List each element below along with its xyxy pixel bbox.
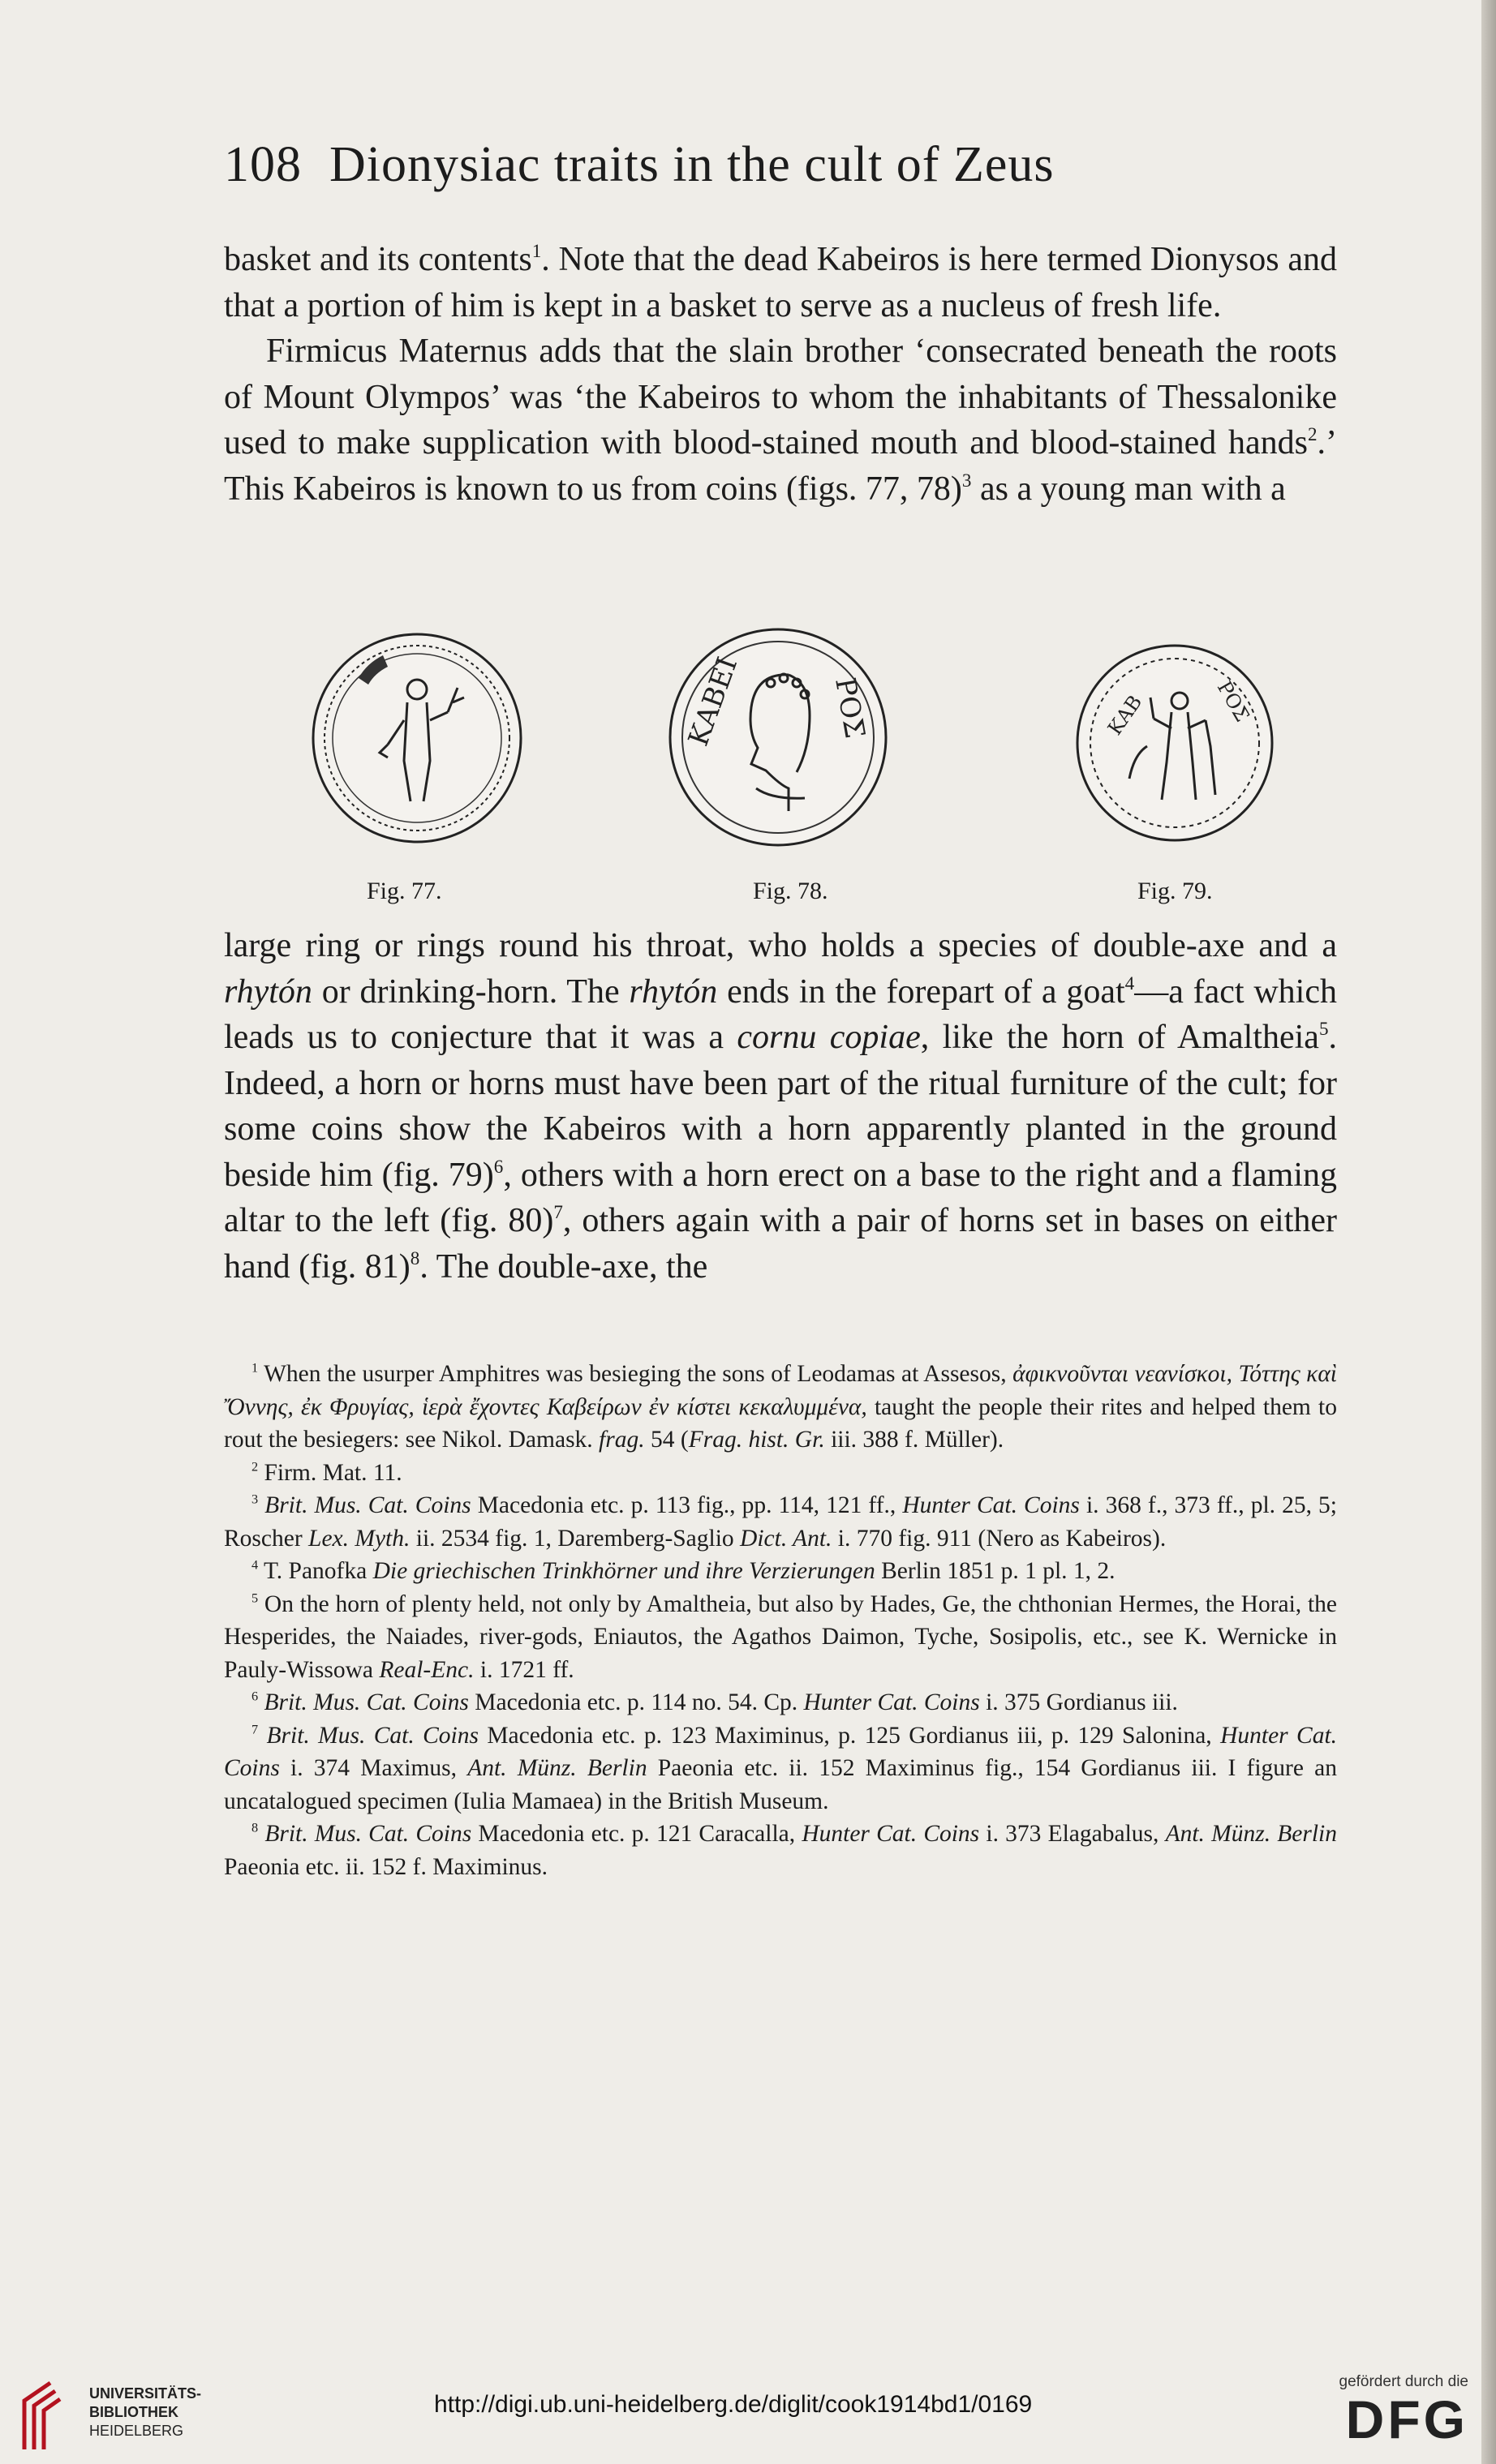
paragraph-1: basket and its contents$^1$. Note that the dead Kabeiros is here termed Dionysos and that a portion of him is kept in a basket to serve as a nucleus of fresh life. bbox=[224, 239, 1337, 324]
figure-caption-78: Fig. 78. bbox=[753, 878, 828, 904]
footnote-ref[interactable]: 3 bbox=[961, 469, 972, 491]
body-text-bottom bbox=[224, 923, 1337, 1290]
footnote-ref[interactable]: 6 bbox=[493, 1155, 504, 1177]
footnote-7: $^7$ Brit. Mus. Cat. Coins Macedonia etc. p. 123 Maximinus, p. 125 Gordianus iii, p. 129 Salonina, Hunter Cat. Coins i. 374 Maximus, Ant. Münz. Berlin Paeonia etc. ii. 152 Maximinus fig., 154 Gordianus iii. I figure an uncatalogued specimen (Iulia Mamaea) in the British Museum. bbox=[224, 1722, 1338, 1814]
page-edge bbox=[1481, 0, 1496, 2464]
body-text-top bbox=[224, 237, 1337, 512]
library-name: UNIVERSITÄTS- BIBLIOTHEK HEIDELBERG bbox=[89, 2385, 202, 2439]
svg-text:ΚΑΒ: ΚΑΒ bbox=[1103, 691, 1147, 740]
figure-caption-79: Fig. 79. bbox=[1137, 878, 1213, 904]
library-logo-icon bbox=[18, 2376, 81, 2454]
footnote-ref[interactable]: 1 bbox=[531, 239, 542, 261]
footnote-4: $^4$ T. Panofka Die griechischen Trinkhörner und ihre Verzierungen Berlin 1851 p. 1 pl. 1, 2. bbox=[251, 1557, 1116, 1584]
coin-figures bbox=[224, 631, 1337, 907]
svg-text:ΡΟΣ: ΡΟΣ bbox=[828, 675, 871, 741]
digitization-footer bbox=[0, 2368, 1481, 2464]
svg-text:ΡΟΣ: ΡΟΣ bbox=[1212, 677, 1254, 726]
footnote-ref[interactable]: 8 bbox=[410, 1247, 420, 1268]
permalink-url[interactable]: http://digi.ub.uni-heidelberg.de/diglit/cook1914bd1/0169 bbox=[434, 2391, 1033, 2418]
footnote-6: $^6$ Brit. Mus. Cat. Coins Macedonia etc. p. 114 no. 54. Cp. Hunter Cat. Coins i. 375 Gordianus iii. bbox=[251, 1689, 1178, 1715]
svg-text:ΚΑΒΕΙ: ΚΑΒΕΙ bbox=[681, 653, 745, 751]
footnote-1: $^1$ When the usurper Amphitres was besieging the sons of Leodamas at Assesos, ἀφικνοῦνται νεανίσκοι, Τόττης καὶ Ὄννης, ἐκ Φρυγίας, ἱερὰ ἔχοντες Καβείρων ἐν κίστει κεκαλυμμένα, taught the people their rites and helped them to rout the besiegers: see Nikol. Damask. frag. 54 (Frag. hist. Gr. iii. 388 f. Müller). bbox=[224, 1360, 1338, 1453]
footnote-ref[interactable]: 2 bbox=[1307, 423, 1318, 444]
running-header bbox=[224, 136, 1327, 194]
page-title: Dionysiac traits in the cult of Zeus bbox=[329, 137, 1055, 192]
paragraph-3: large ring or rings round his throat, who holds a species of double-axe and a rhytón or drinking-horn. The rhytón ends in the forepart of a goat$^4$—a fact which leads us to conjecture that it was a cornu copiae, like the horn of Amaltheia$^5$. Indeed, a horn or horns must have been part of the ritual furniture of the cult; for some coins show the Kabeiros with a horn apparently planted in the ground beside him (fig. 79)$^6$, others with a horn erect on a base to the right and a flaming altar to the left (fig. 80)$^7$, others again with a pair of horns set in bases on either hand (fig. 81)$^8$. The double-axe, the bbox=[224, 927, 1337, 1286]
page-number: 108 bbox=[224, 137, 302, 192]
dfg-logo: DFG bbox=[1345, 2389, 1468, 2449]
coin-figure-79 bbox=[1073, 641, 1277, 845]
funder-credit: gefördert durch die DFG bbox=[1322, 2373, 1468, 2448]
coin-figure-78 bbox=[667, 626, 889, 848]
figure-caption-77: Fig. 77. bbox=[367, 878, 442, 904]
footnotes bbox=[224, 1358, 1337, 1883]
coin-figure-77 bbox=[310, 631, 524, 845]
footnote-5: $^5$ On the horn of plenty held, not only by Amaltheia, but also by Hades, Ge, the chthonian Hermes, the Horai, the Hesperides, the Naiades, river-gods, Eniautos, the Agathos Daimon, Tyche, Sosipolis, etc., see K. Wernicke in Pauly-Wissowa Real-Enc. i. 1721 ff. bbox=[224, 1590, 1337, 1683]
footnote-ref[interactable]: 5 bbox=[1318, 1017, 1329, 1039]
footnote-3: $^3$ Brit. Mus. Cat. Coins Macedonia etc. p. 113 fig., pp. 114, 121 ff., Hunter Cat. Coins i. 368 f., 373 ff., pl. 25, 5; Roscher Lex. Myth. ii. 2534 fig. 1, Daremberg-Saglio Dict. Ant. i. 770 fig. 911 (Nero as Kabeiros). bbox=[224, 1492, 1337, 1552]
footnote-8: $^8$ Brit. Mus. Cat. Coins Macedonia etc. p. 121 Caracalla, Hunter Cat. Coins i. 373 Elagabalus, Ant. Münz. Berlin Paeonia etc. ii. 152 f. Maximinus. bbox=[224, 1820, 1337, 1880]
footnote-ref[interactable]: 7 bbox=[553, 1200, 563, 1222]
footnote-ref[interactable]: 4 bbox=[1124, 972, 1135, 994]
paragraph-2: Firmicus Maternus adds that the slain brother ‘consecrated beneath the roots of Mount Olympos’ was ‘the Kabeiros to whom the inhabitants of Thessalonike used to make supplication with blood-stained mouth and blood-stained hands$^2$.’ This Kabeiros is known to us from coins (figs. 77, 78)$^3$ as a young man with a bbox=[224, 333, 1337, 508]
footnote-2: $^2$ Firm. Mat. 11. bbox=[251, 1459, 402, 1486]
